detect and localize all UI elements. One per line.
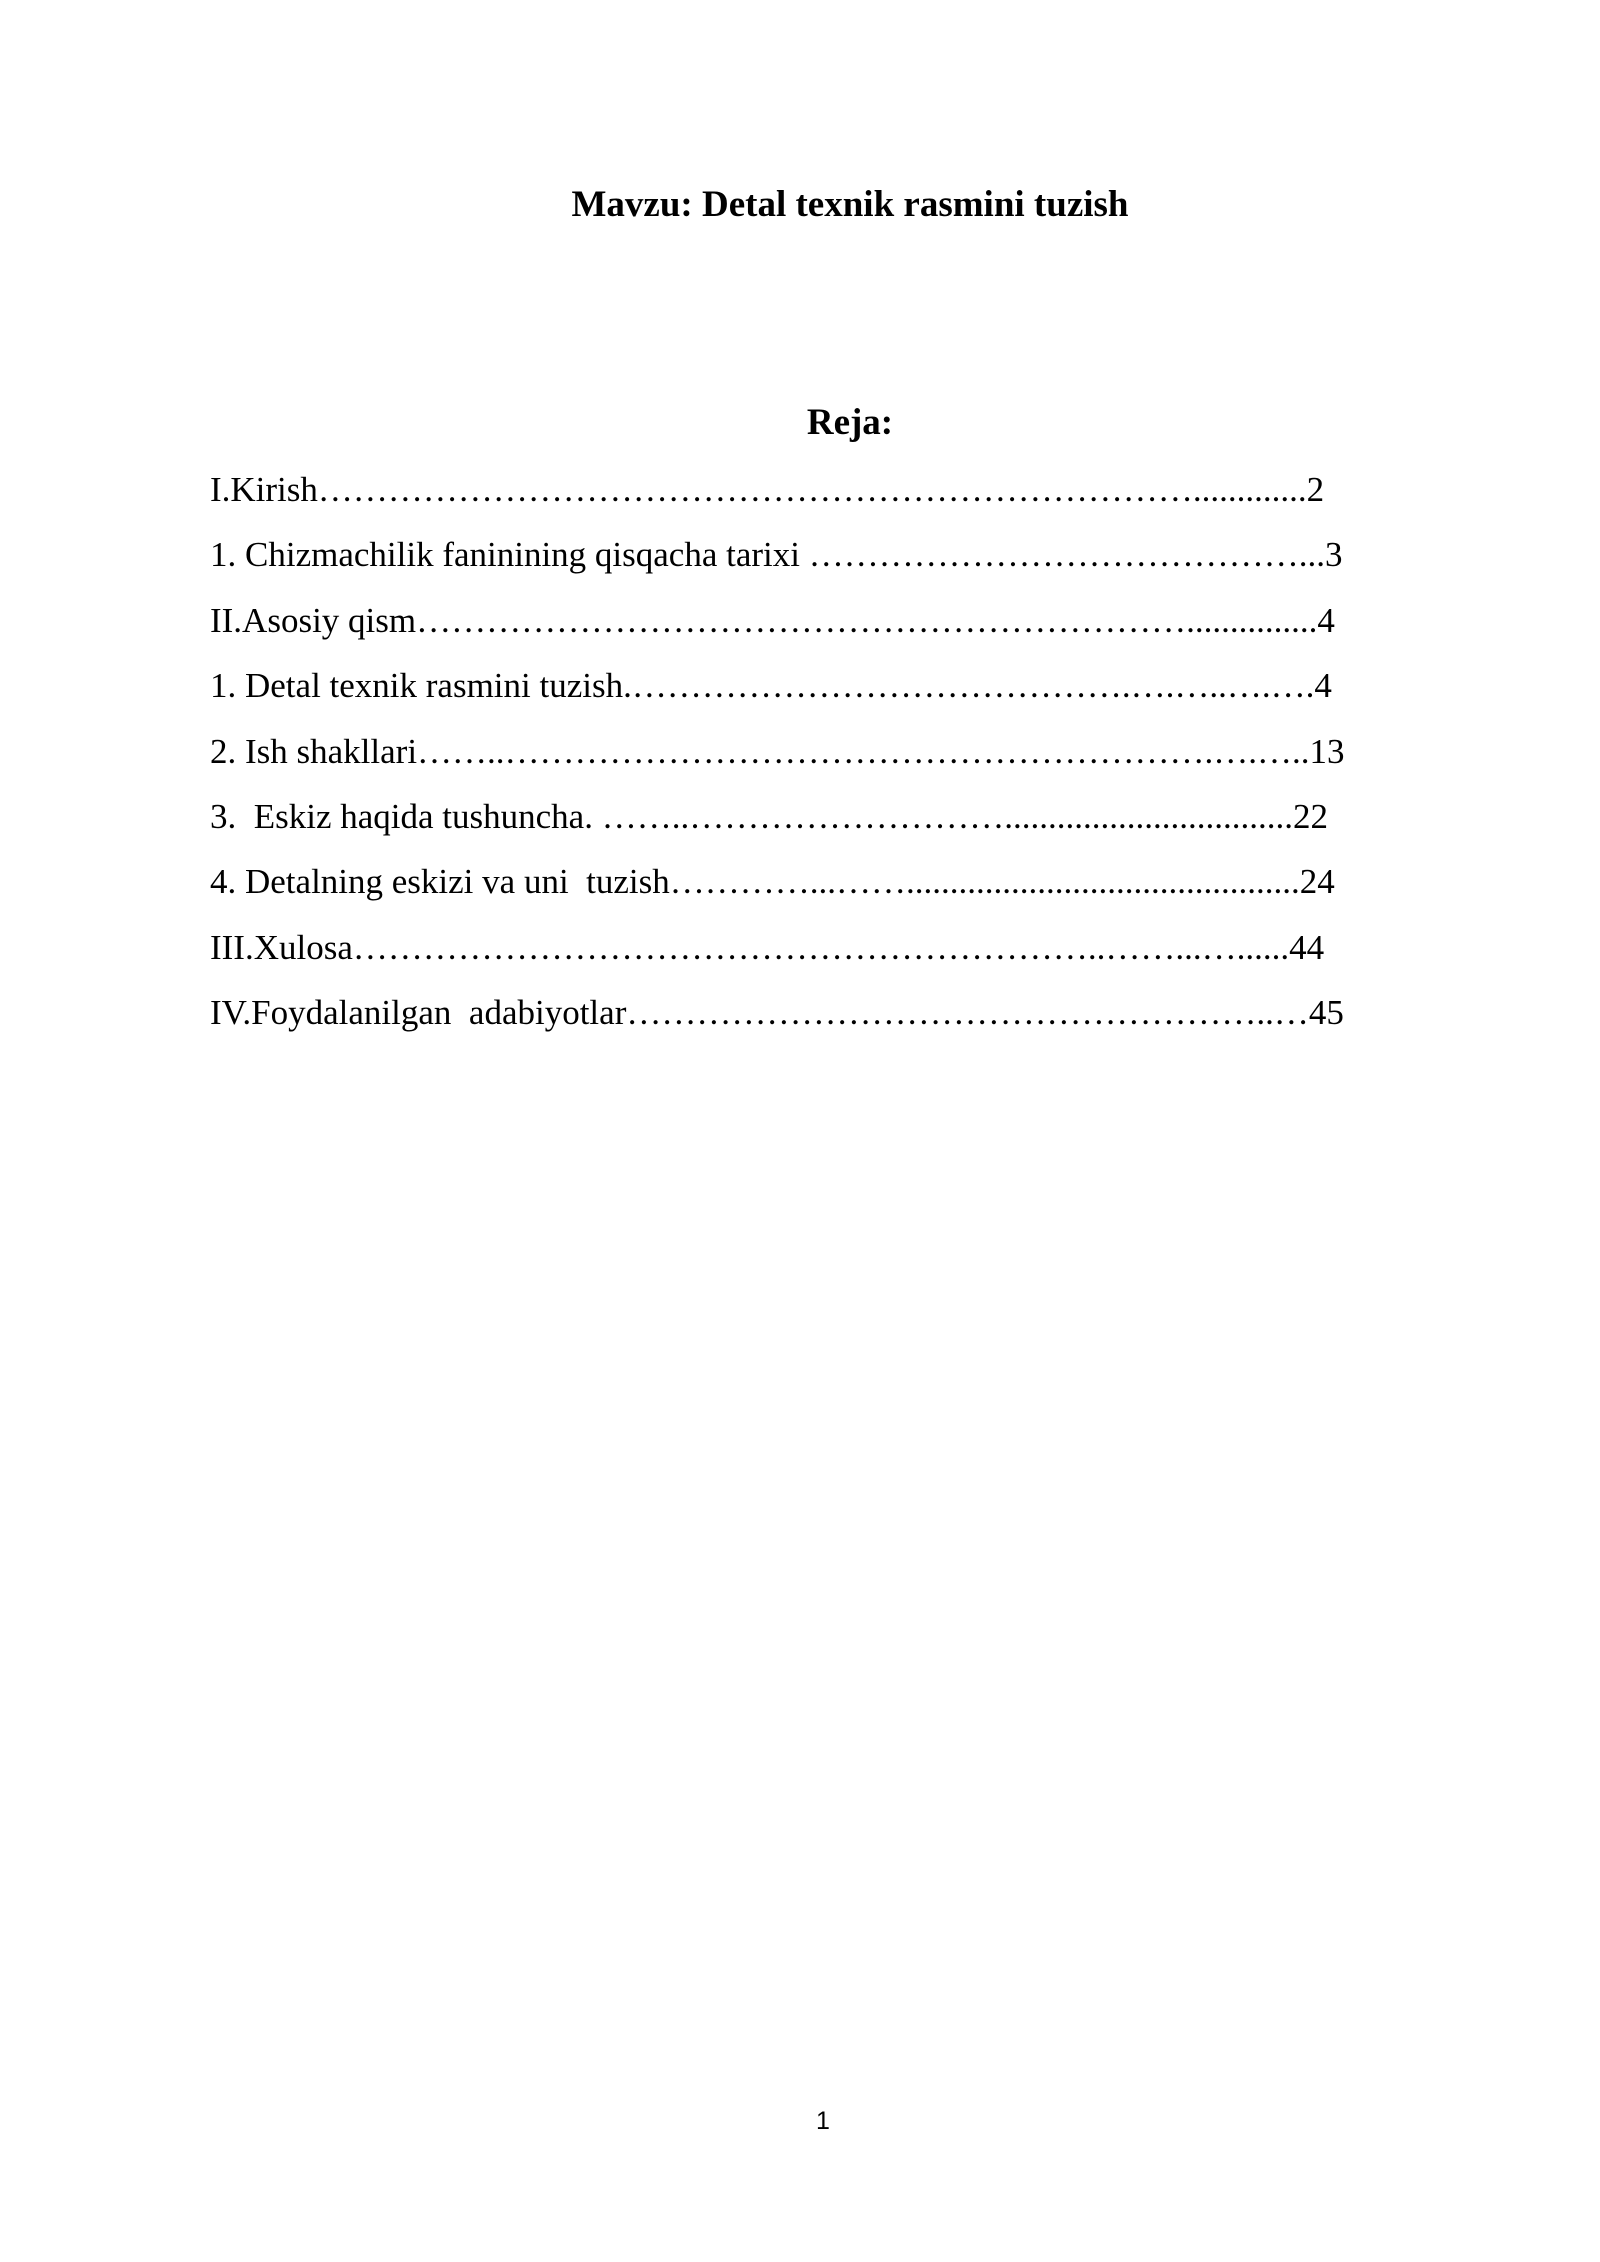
table-of-contents <box>210 465 1440 1054</box>
toc-entry-technical-drawing: 1. Detal texnik rasmini tuzish.…………………………………….….…..….….4 <box>210 666 1332 706</box>
toc-entry-introduction: I.Kirish………………………………………………………………….............2 <box>210 470 1325 509</box>
plan-heading: Reja: <box>806 402 894 443</box>
toc-entry-references: IV.Foydalanilgan adabiyotlar………………………………………………..…45 <box>210 993 1344 1033</box>
toc-entry-work-forms: 2. Ish shakllari……..…………………………………………………….….…..13 <box>210 731 1345 771</box>
toc-entry-main-part: II.Asosiy qism…………………………………………………………...............4 <box>210 600 1335 640</box>
toc-entry-part-sketch: 4. Detalning eskizi va uni tuzish…………...…….............................................24 <box>210 862 1335 902</box>
toc-entry-sketch-concept: 3. Eskiz haqida tushuncha. ……..……………………….................................22 <box>210 796 1328 836</box>
topic-title: Mavzu: Detal texnik rasmini tuzish <box>571 184 1129 225</box>
page-number: 1 <box>816 2107 830 2135</box>
toc-entry-conclusion: III.Xulosa………………………………………………………..……...…......44 <box>210 927 1325 967</box>
toc-entry-history: 1. Chizmachilik faninining qisqacha tarixi ……………………………………...3 <box>210 535 1343 575</box>
